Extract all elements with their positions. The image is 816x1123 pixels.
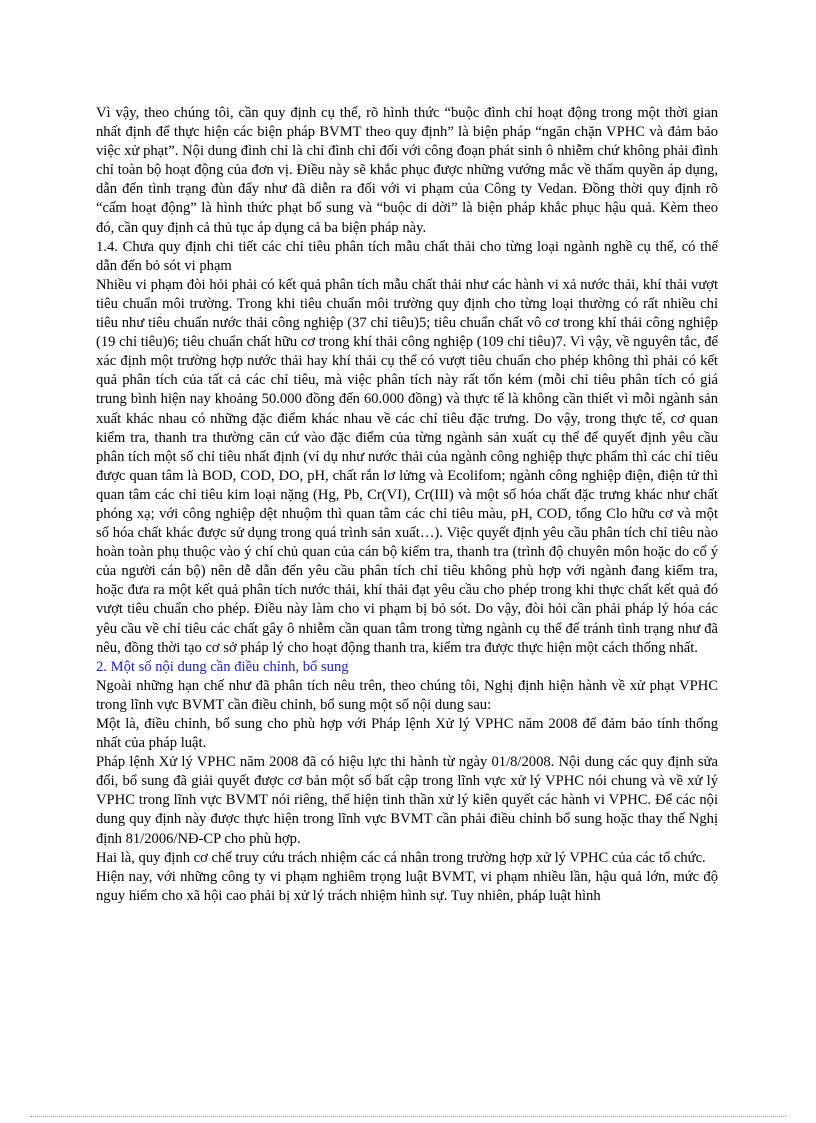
paragraph-point-two: Hai là, quy định cơ chế truy cứu trách nhiệm các cá nhân trong trường hợp xử lý VPHC của các tổ chức. bbox=[96, 849, 706, 866]
page-bottom-divider bbox=[30, 1116, 786, 1117]
section-2-heading[interactable]: 2. Một số nội dung cần điều chỉnh, bổ sung bbox=[96, 658, 349, 675]
document-body bbox=[96, 104, 718, 906]
paragraph-ordinance-2008: Pháp lệnh Xử lý VPHC năm 2008 đã có hiệu lực thi hành từ ngày 01/8/2008. Nội dung các quy định sửa đổi, bổ sung đã giải quyết được cơ bản một số bất cập trong lĩnh vực xử lý VPHC nói chung và về xử lý VPHC trong lĩnh vực BVMT nói riêng, thể hiện tinh thần xử lý kiên quyết các hành vi VPHC. Để các nội dung quy định này được thực hiện trong lĩnh vực BVMT cần phải điều chỉnh bổ sung hoặc thay thế Nghị định 81/2006/NĐ-CP cho phù hợp. bbox=[96, 754, 718, 847]
paragraph-point-one: Một là, điều chỉnh, bổ sung cho phù hợp với Pháp lệnh Xử lý VPHC năm 2008 để đảm bảo tính thống nhất của pháp luật. bbox=[96, 716, 718, 752]
paragraph-criminal-liability: Hiện nay, với những công ty vi phạm nghiêm trọng luật BVMT, vi phạm nhiều lần, hậu quả lớn, mức độ nguy hiểm cho xã hội cao phải bị xử lý trách nhiệm hình sự. Tuy nhiên, pháp luật hình bbox=[96, 868, 718, 904]
paragraph-suspension-measures: Vì vậy, theo chúng tôi, cần quy định cụ thể, rõ hình thức “buộc đình chỉ hoạt động trong một thời gian nhất định để thực hiện các biện pháp BVMT theo quy định” là biện pháp “ngăn chặn VPHC và đảm bảo việc xử phạt”. Nội dung đình chỉ là chỉ đình chỉ đối với công đoạn phát sinh ô nhiễm chứ không phải đình chỉ toàn bộ hoạt động của đơn vị. Điều này sẽ khắc phục được những vướng mắc về thẩm quyền áp dụng, dẫn đến tình trạng đùn đẩy như đã diễn ra đối với vi phạm của Công ty Vedan. Đồng thời quy định rõ “cấm hoạt động” là hình thức phạt bổ sung và “buộc di dời” là biện pháp khắc phục hậu quả. Kèm theo đó, cần quy định cả thủ tục áp dụng cả ba biện pháp này. bbox=[96, 105, 718, 236]
section-1-4-title: 1.4. Chưa quy định chi tiết các chỉ tiêu phân tích mẫu chất thải cho từng loại ngành nghề cụ thể, có thể dẫn đến bỏ sót vi phạm bbox=[96, 238, 718, 274]
paragraph-waste-analysis: Nhiều vi phạm đòi hỏi phải có kết quả phân tích mẫu chất thải như các hành vi xả nước thải, khí thải vượt tiêu chuẩn môi trường. Trong khi tiêu chuẩn môi trường quy định cho từng loại thường có rất nhiều chỉ tiêu như tiêu chuẩn nước thải công nghiệp (37 chỉ tiêu)5; tiêu chuẩn chất vô cơ trong khí thải công nghiệp (19 chỉ tiêu)6; tiêu chuẩn chất hữu cơ trong khí thải công nghiệp (109 chỉ tiêu)7. Vì vậy, về nguyên tắc, để xác định một trường hợp nước thải hay khí thải cụ thể có vượt tiêu chuẩn cho phép không thì phải có kết quả phân tích của tất cả các chỉ tiêu, mà việc phân tích này rất tốn kém (mỗi chỉ tiêu phân tích có giá trung bình hiện nay khoảng 50.000 đồng đến 60.000 đồng) và thực tế là không cần thiết vì mỗi ngành sản xuất khác nhau có những đặc điểm khác nhau về các chỉ tiêu đặc trưng. Do vậy, trong thực tế, cơ quan kiểm tra, thanh tra thường căn cứ vào đặc điểm của từng ngành sản xuất cụ thể để quyết định yêu cầu phân tích một số chỉ tiêu nhất định (ví dụ như nước thải của ngành công nghiệp thực phẩm thì các chỉ tiêu được quan tâm là BOD, COD, DO, pH, chất rắn lơ lửng và Ecolifom; ngành công nghiệp điện, điện tử thì quan tâm các chỉ tiêu kim loại nặng (Hg, Pb, Cr(VI), Cr(III) và một số hóa chất đặc trưng khác như chất phóng xạ; với công nghiệp dệt nhuộm thì quan tâm các chỉ tiêu màu, pH, COD, tổng Clo hữu cơ và một số hóa chất khác được sử dụng trong quá trình sản xuất…). Việc quyết định yêu cầu phân tích chỉ tiêu nào hoàn toàn phụ thuộc vào ý chí chủ quan của cán bộ kiểm tra, thanh tra (trình độ chuyên môn hoặc do cố ý của người cán bộ) nên dễ dẫn đến yêu cầu phân tích chỉ tiêu không phù hợp với ngành đang kiểm tra, hoặc đưa ra một kết quả phân tích nước thải, khí thải đạt yêu cầu cho phép trong khi thực chất kết quả đó vượt tiêu chuẩn cho phép. Điều này làm cho vi phạm bị bỏ sót. Do vậy, đòi hỏi cần phải pháp lý hóa các yêu cầu về chỉ tiêu các chất gây ô nhiễm cần quan tâm trong từng ngành cụ thể để tránh tình trạng như đã nêu, đồng thời tạo cơ sở pháp lý cho hoạt động thanh tra, kiểm tra được thực hiện một cách thống nhất. bbox=[96, 276, 718, 656]
paragraph-intro-amendments: Ngoài những hạn chế như đã phân tích nêu trên, theo chúng tôi, Nghị định hiện hành về xử phạt VPHC trong lĩnh vực BVMT cần điều chỉnh, bổ sung một số nội dung sau: bbox=[96, 677, 718, 713]
